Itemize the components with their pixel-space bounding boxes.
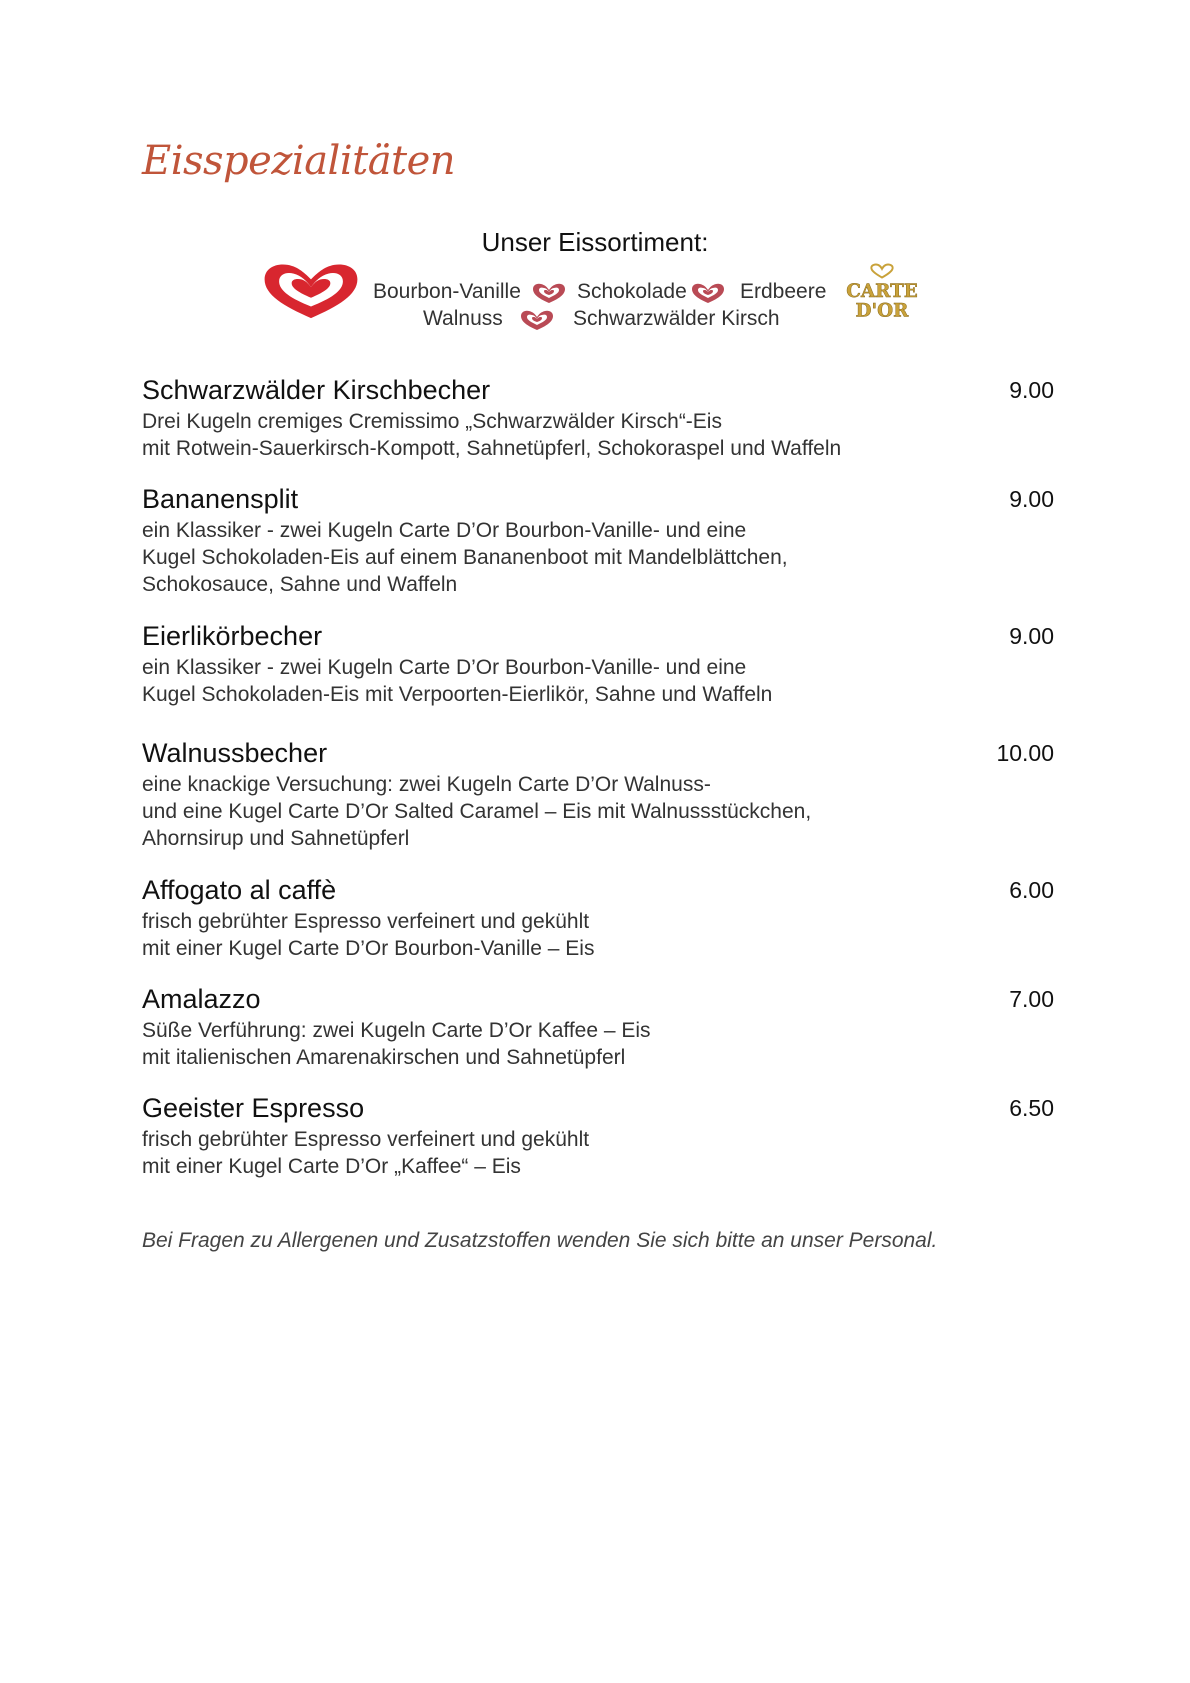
flavor-row-1 <box>0 280 1190 308</box>
item-description <box>142 771 1054 852</box>
menu-item <box>142 982 1054 1071</box>
item-price: 9.00 <box>1009 623 1054 649</box>
item-desc-line: Schokosauce, Sahne und Waffeln <box>142 573 458 596</box>
item-desc-line: Drei Kugeln cremiges Cremissimo „Schwarzwälder Kirsch“-Eis <box>142 410 722 433</box>
page-title: Eisspezialitäten <box>142 138 456 184</box>
menu-item <box>142 736 1054 852</box>
item-price: 9.00 <box>1009 486 1054 512</box>
item-desc-line: mit italienischen Amarenakirschen und Sahnetüpferl <box>142 1046 626 1069</box>
flavor-bourbon-vanille: Bourbon-Vanille <box>373 280 521 303</box>
item-desc-line: Süße Verführung: zwei Kugeln Carte D’Or Kaffee – Eis <box>142 1019 651 1042</box>
menu-item <box>142 1091 1054 1180</box>
flavor-schokolade: Schokolade <box>577 280 687 303</box>
item-description <box>142 1017 1054 1071</box>
item-desc-line: mit einer Kugel Carte D’Or „Kaffee“ – Eis <box>142 1155 521 1178</box>
item-description <box>142 908 1054 962</box>
carte-logo-text: CARTE <box>846 280 918 302</box>
item-price: 7.00 <box>1009 986 1054 1012</box>
item-name: Amalazzo <box>142 984 261 1014</box>
item-desc-line: frisch gebrühter Espresso verfeinert und gekühlt <box>142 910 590 933</box>
flavor-walnuss: Walnuss <box>423 307 503 330</box>
item-description <box>142 1126 1054 1180</box>
flavor-row-2 <box>0 307 1190 335</box>
flavor-schwarzwaelder-kirsch: Schwarzwälder Kirsch <box>573 307 780 330</box>
item-desc-line: ein Klassiker - zwei Kugeln Carte D’Or Bourbon-Vanille- und eine <box>142 656 747 679</box>
item-desc-line: mit einer Kugel Carte D’Or Bourbon-Vanille – Eis <box>142 937 595 960</box>
dor-logo-text: D'OR <box>855 300 909 322</box>
heart-divider-icon <box>520 309 554 331</box>
item-name: Walnussbecher <box>142 738 328 768</box>
item-desc-line: eine knackige Versuchung: zwei Kugeln Carte D’Or Walnuss- <box>142 773 711 796</box>
item-description <box>142 517 1054 598</box>
allergen-note: Bei Fragen zu Allergenen und Zusatzstoffen wenden Sie sich bitte an unser Personal. <box>142 1229 938 1252</box>
heart-divider-icon <box>691 282 725 304</box>
menu-item <box>142 482 1054 598</box>
item-desc-line: ein Klassiker - zwei Kugeln Carte D’Or Bourbon-Vanille- und eine <box>142 519 747 542</box>
item-name: Schwarzwälder Kirschbecher <box>142 375 491 405</box>
menu-item <box>142 873 1054 962</box>
flavor-erdbeere: Erdbeere <box>740 280 827 303</box>
heart-divider-icon <box>532 282 566 304</box>
item-desc-line: Kugel Schokoladen-Eis auf einem Bananenboot mit Mandelblättchen, <box>142 546 788 569</box>
item-name: Bananensplit <box>142 484 299 514</box>
menu-item <box>142 373 1054 462</box>
item-desc-line: Ahornsirup und Sahnetüpferl <box>142 827 410 850</box>
item-name: Eierlikörbecher <box>142 621 323 651</box>
item-price: 6.00 <box>1009 877 1054 903</box>
item-description <box>142 654 1054 708</box>
item-name: Affogato al caffè <box>142 875 337 905</box>
item-price: 9.00 <box>1009 377 1054 403</box>
assortment-heading: Unser Eissortiment: <box>481 227 709 257</box>
item-price: 10.00 <box>996 740 1054 766</box>
item-desc-line: frisch gebrühter Espresso verfeinert und gekühlt <box>142 1128 590 1151</box>
item-name: Geeister Espresso <box>142 1093 365 1123</box>
item-desc-line: Kugel Schokoladen-Eis mit Verpoorten-Eierlikör, Sahne und Waffeln <box>142 683 773 706</box>
item-desc-line: mit Rotwein-Sauerkirsch-Kompott, Sahnetüpferl, Schokoraspel und Waffeln <box>142 437 842 460</box>
menu-item <box>142 619 1054 708</box>
item-price: 6.50 <box>1009 1095 1054 1121</box>
item-desc-line: und eine Kugel Carte D’Or Salted Caramel – Eis mit Walnussstückchen, <box>142 800 812 823</box>
item-description <box>142 408 1054 462</box>
